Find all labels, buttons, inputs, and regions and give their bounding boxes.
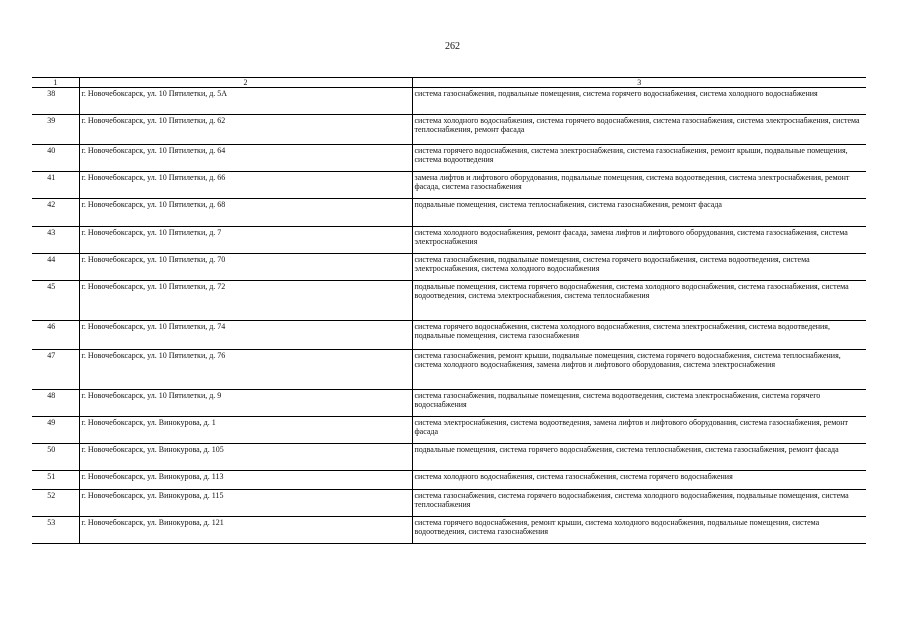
row-works: подвальные помещения, система горячего водоснабжения, система теплоснабжения, система газоснабжения, ремонт фасада bbox=[412, 444, 866, 471]
table-row bbox=[32, 227, 866, 254]
row-number: 38 bbox=[32, 88, 79, 115]
row-address: г. Новочебоксарск, ул. 10 Пятилетки, д. 70 bbox=[79, 254, 412, 281]
row-number: 44 bbox=[32, 254, 79, 281]
row-address: г. Новочебоксарск, ул. Винокурова, д. 121 bbox=[79, 517, 412, 544]
table-row bbox=[32, 115, 866, 145]
table-row bbox=[32, 321, 866, 350]
row-number: 47 bbox=[32, 350, 79, 390]
table-row bbox=[32, 145, 866, 172]
table-row bbox=[32, 444, 866, 471]
row-works: система холодного водоснабжения, система газоснабжения, система горячего водоснабжения bbox=[412, 471, 866, 490]
row-works: подвальные помещения, система теплоснабжения, система газоснабжения, ремонт фасада bbox=[412, 199, 866, 227]
row-works: система газоснабжения, подвальные помещения, система водоотведения, система электроснабжения, система горячего водоснабжения bbox=[412, 390, 866, 417]
row-number: 48 bbox=[32, 390, 79, 417]
row-number: 40 bbox=[32, 145, 79, 172]
table-row bbox=[32, 517, 866, 544]
row-address: г. Новочебоксарск, ул. 10 Пятилетки, д. 68 bbox=[79, 199, 412, 227]
row-number: 43 bbox=[32, 227, 79, 254]
row-address: г. Новочебоксарск, ул. 10 Пятилетки, д. 76 bbox=[79, 350, 412, 390]
row-works: система горячего водоснабжения, ремонт крыши, система холодного водоснабжения, подвальные помещения, система водоотведения, система газоснабжения bbox=[412, 517, 866, 544]
row-address: г. Новочебоксарск, ул. 10 Пятилетки, д. 7 bbox=[79, 227, 412, 254]
table-row bbox=[32, 254, 866, 281]
row-works: система горячего водоснабжения, система электроснабжения, система газоснабжения, ремонт крыши, подвальные помещения, система водоотведения bbox=[412, 145, 866, 172]
row-address: г. Новочебоксарск, ул. 10 Пятилетки, д. 9 bbox=[79, 390, 412, 417]
row-number: 42 bbox=[32, 199, 79, 227]
row-address: г. Новочебоксарск, ул. 10 Пятилетки, д. 62 bbox=[79, 115, 412, 145]
row-number: 50 bbox=[32, 444, 79, 471]
row-works: система газоснабжения, подвальные помещения, система горячего водоснабжения, система водоотведения, система электроснабжения, система холодного водоснабжения bbox=[412, 254, 866, 281]
table-row bbox=[32, 199, 866, 227]
row-address: г. Новочебоксарск, ул. 10 Пятилетки, д. 66 bbox=[79, 172, 412, 199]
row-works: система газоснабжения, система горячего водоснабжения, система холодного водоснабжения, подвальные помещения, система теплоснабжения bbox=[412, 490, 866, 517]
row-number: 53 bbox=[32, 517, 79, 544]
row-address: г. Новочебоксарск, ул. Винокурова, д. 105 bbox=[79, 444, 412, 471]
row-works: система холодного водоснабжения, ремонт фасада, замена лифтов и лифтового оборудования, система газоснабжения, система электроснабжения bbox=[412, 227, 866, 254]
row-address: г. Новочебоксарск, ул. Винокурова, д. 113 bbox=[79, 471, 412, 490]
table-row bbox=[32, 172, 866, 199]
column-header-works: 3 bbox=[412, 78, 866, 88]
row-number: 41 bbox=[32, 172, 79, 199]
row-address: г. Новочебоксарск, ул. Винокурова, д. 1 bbox=[79, 417, 412, 444]
row-works: система горячего водоснабжения, система холодного водоснабжения, система электроснабжения, система водоотведения, подвальные помещения, система газоснабжения bbox=[412, 321, 866, 350]
row-address: г. Новочебоксарск, ул. Винокурова, д. 115 bbox=[79, 490, 412, 517]
row-works: подвальные помещения, система горячего водоснабжения, система холодного водоснабжения, система газоснабжения, система водоотведения, система электроснабжения, система теплоснабжения bbox=[412, 281, 866, 321]
table-row bbox=[32, 350, 866, 390]
table-header-row bbox=[32, 78, 866, 88]
column-header-address: 2 bbox=[79, 78, 412, 88]
row-works: система электроснабжения, система водоотведения, замена лифтов и лифтового оборудования, система газоснабжения, ремонт фасада bbox=[412, 417, 866, 444]
table-row bbox=[32, 417, 866, 444]
row-number: 46 bbox=[32, 321, 79, 350]
row-address: г. Новочебоксарск, ул. 10 Пятилетки, д. 74 bbox=[79, 321, 412, 350]
row-works: система газоснабжения, подвальные помещения, система горячего водоснабжения, система холодного водоснабжения bbox=[412, 88, 866, 115]
column-header-number: 1 bbox=[32, 78, 79, 88]
table-row bbox=[32, 490, 866, 517]
row-number: 49 bbox=[32, 417, 79, 444]
page-number: 262 bbox=[445, 41, 460, 52]
row-number: 52 bbox=[32, 490, 79, 517]
table-row bbox=[32, 281, 866, 321]
row-works: система газоснабжения, ремонт крыши, подвальные помещения, система горячего водоснабжения, система теплоснабжения, система холодного водоснабжения, замена лифтов и лифтового оборудования, система электроснабжения bbox=[412, 350, 866, 390]
repair-works-table bbox=[32, 77, 866, 544]
row-works: замена лифтов и лифтового оборудования, подвальные помещения, система водоотведения, система электроснабжения, ремонт фасада, система газоснабжения bbox=[412, 172, 866, 199]
row-number: 51 bbox=[32, 471, 79, 490]
table-body bbox=[32, 88, 866, 544]
table-row bbox=[32, 88, 866, 115]
table-row bbox=[32, 471, 866, 490]
row-works: система холодного водоснабжения, система горячего водоснабжения, система газоснабжения, система электроснабжения, система теплоснабжения, ремонт фасада bbox=[412, 115, 866, 145]
row-address: г. Новочебоксарск, ул. 10 Пятилетки, д. 64 bbox=[79, 145, 412, 172]
row-number: 39 bbox=[32, 115, 79, 145]
table-row bbox=[32, 390, 866, 417]
row-address: г. Новочебоксарск, ул. 10 Пятилетки, д. 72 bbox=[79, 281, 412, 321]
row-number: 45 bbox=[32, 281, 79, 321]
row-address: г. Новочебоксарск, ул. 10 Пятилетки, д. 5А bbox=[79, 88, 412, 115]
